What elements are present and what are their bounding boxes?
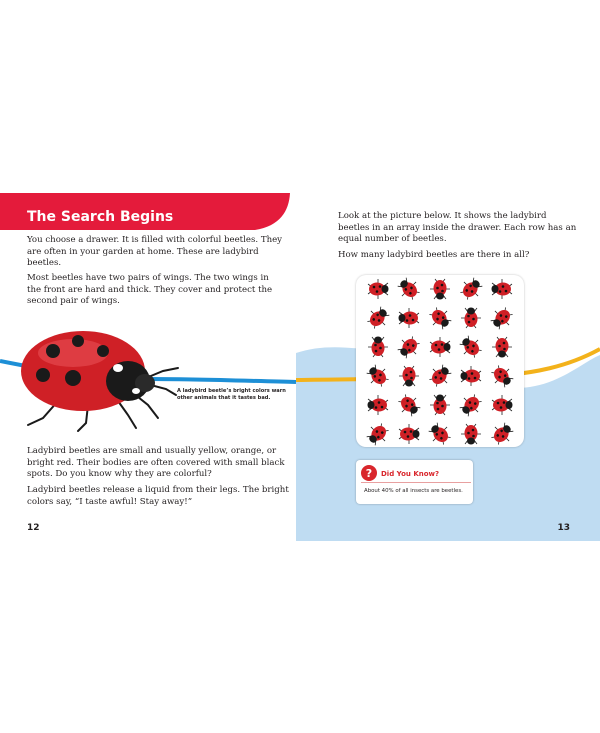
ladybird-beetle — [461, 424, 481, 445]
ladybird-beetle — [488, 304, 517, 333]
ladybird-beetle — [395, 333, 424, 362]
ladybird-beetle — [395, 391, 424, 420]
right-page — [296, 193, 600, 541]
ladybird-beetle — [492, 395, 513, 415]
divider — [361, 482, 471, 483]
question-mark-icon — [360, 464, 378, 482]
title-banner — [0, 193, 290, 231]
did-you-know-text: About 40% of all insects are beetles. — [364, 488, 463, 494]
ladybird-beetle — [426, 362, 455, 391]
ladybird-beetle — [492, 279, 513, 299]
right-paragraph-1: Look at the picture below. It shows the ladybird beetles in an array inside the drawer. Each row has an equal number of beetles. — [338, 211, 577, 245]
ladybird-beetle — [426, 420, 455, 447]
ladybird-beetle — [488, 362, 517, 391]
paragraph-2: Most beetles have two pairs of wings. The two wings in the front are hard and thick. They cover and protect the second pair of wings. — [27, 273, 273, 307]
page-number-right: 13 — [557, 523, 570, 533]
ladybird-beetle — [461, 308, 481, 329]
ladybird-beetle — [426, 304, 455, 333]
ladybird-array-photo — [356, 275, 524, 447]
page-number-left: 12 — [27, 523, 40, 533]
did-you-know-title: Did You Know? — [381, 470, 440, 478]
book-spread — [0, 193, 600, 541]
ladybird-beetle — [368, 279, 389, 299]
ladybird-beetle — [457, 333, 486, 362]
ladybird-beetle — [364, 420, 393, 447]
section-title: The Search Begins — [27, 209, 174, 225]
ladybird-beetle — [430, 279, 450, 300]
image-caption: A ladybird beetle’s bright colors warn other animals that it tastes bad. — [177, 388, 286, 401]
ladybird-beetle — [430, 395, 450, 416]
ladybird-beetle — [399, 366, 419, 387]
right-paragraph-2: How many ladybird beetles are there in all? — [338, 250, 530, 260]
ladybird-beetle — [492, 337, 512, 358]
did-you-know-box — [356, 460, 473, 504]
paragraph-3: Ladybird beetles are small and usually yellow, orange, or bright red. Their bodies are often covered with small black spots. Do you know why they are colorful? — [27, 446, 285, 480]
ladybird-beetle-image — [8, 323, 183, 433]
ladybird-beetle — [457, 391, 486, 420]
ladybird-beetle — [364, 304, 393, 333]
paragraph-4: Ladybird beetles release a liquid from their legs. The bright colors say, “I taste awful! Stay away!” — [27, 485, 289, 507]
paragraph-1: You choose a drawer. It is filled with colorful beetles. They are often in your garden at home. These are ladybird beetles. — [27, 235, 283, 269]
ladybird-array — [356, 275, 524, 447]
ladybird-beetle — [430, 337, 451, 357]
ladybird-beetle — [395, 275, 424, 303]
ladybird-beetle — [368, 337, 388, 358]
ladybird-beetle — [488, 420, 517, 447]
ladybird-beetle — [461, 366, 482, 386]
ladybird-beetle — [368, 395, 389, 415]
ladybird-beetle — [364, 362, 393, 391]
left-page — [0, 193, 296, 541]
svg-text:?: ? — [365, 467, 373, 480]
ladybird-beetle — [399, 424, 420, 444]
ladybird-beetle — [457, 275, 486, 303]
ladybird-beetle — [399, 308, 420, 328]
